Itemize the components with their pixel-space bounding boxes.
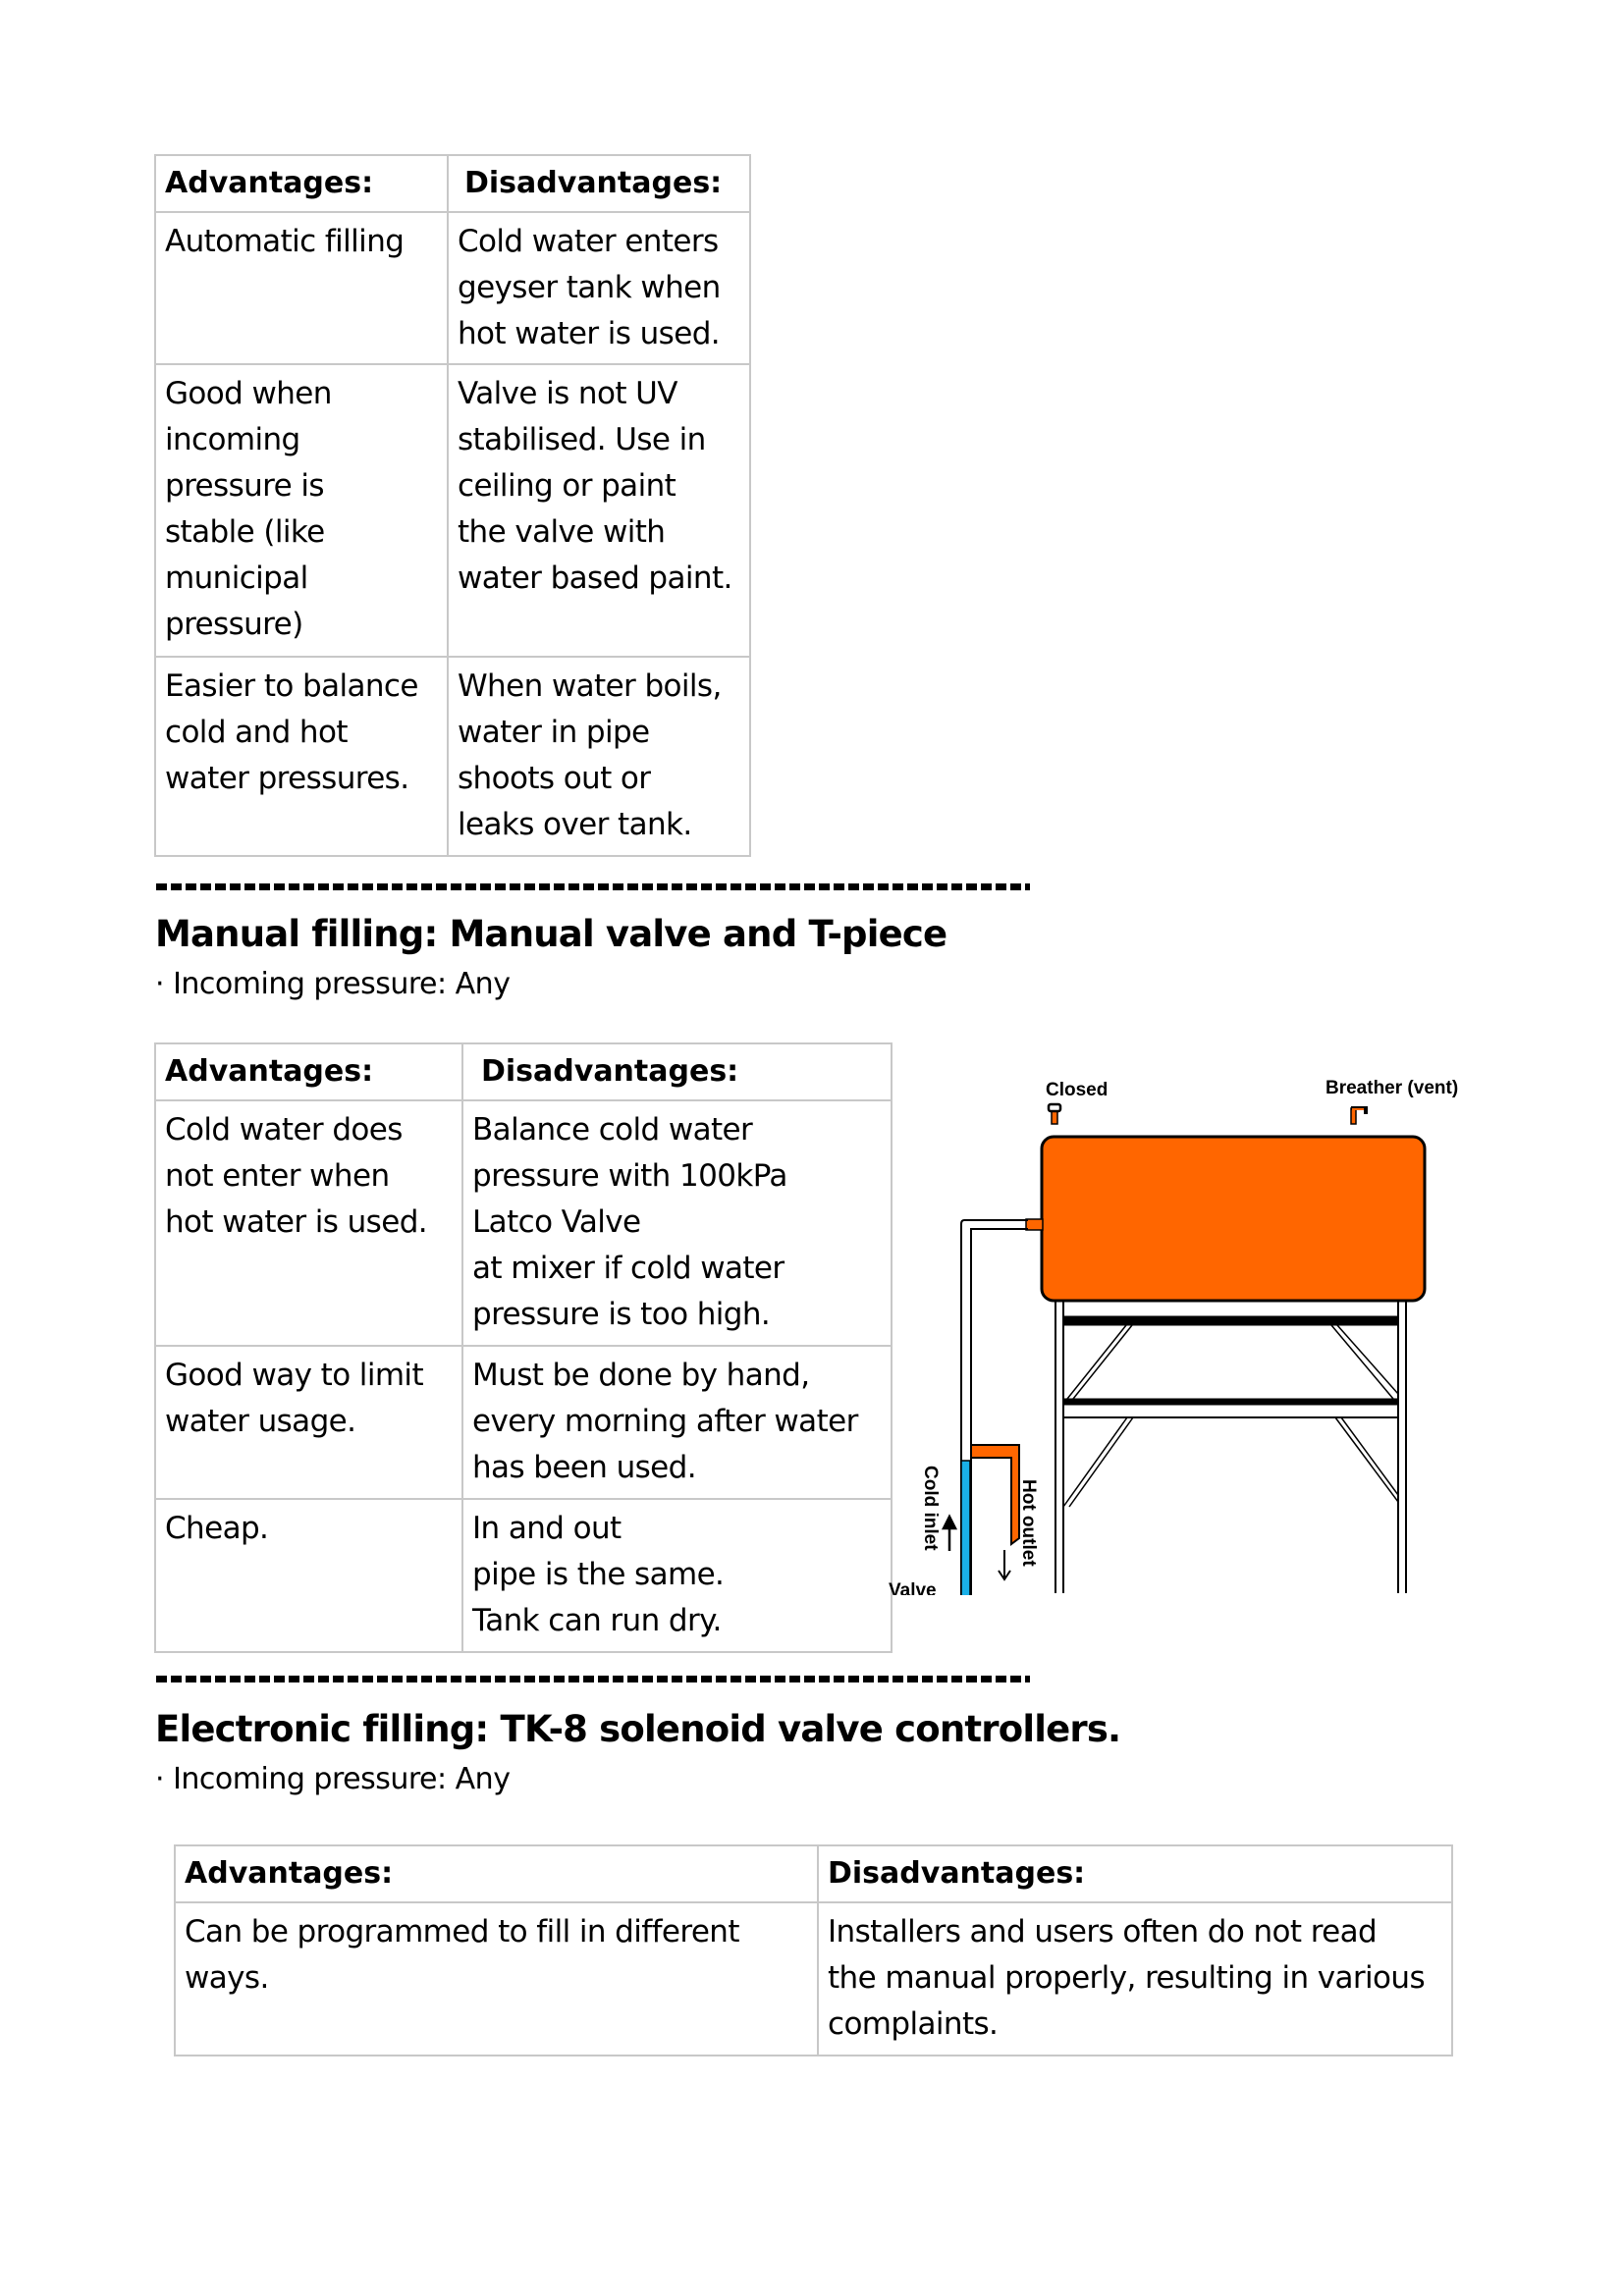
cell-line: Installers and users often do not read (828, 1914, 1378, 1949)
disadvantages-header: Disadvantages: (462, 1043, 892, 1100)
cell-line: pressure is (165, 468, 324, 504)
advantage-cell (155, 657, 448, 856)
cell-line: the manual properly, resulting in various (828, 1960, 1426, 1996)
advantages-header: Advantages: (155, 1043, 462, 1100)
advantage-cell (155, 1346, 462, 1499)
cell-line: Valve is not UV (458, 376, 677, 411)
cell-line: geyser tank when (458, 270, 721, 305)
cell-line: every morning after water (472, 1404, 858, 1439)
cell-line: Automatic filling (165, 224, 405, 259)
cell-line: municipal (165, 561, 308, 596)
cell-line: incoming (165, 422, 300, 457)
cell-line: the valve with (458, 514, 666, 550)
tank-diagram (889, 1075, 1478, 1595)
cell-line: Cold water enters (458, 224, 719, 259)
disadvantage-cell (448, 212, 750, 364)
cell-line: Good way to limit (165, 1358, 424, 1393)
advantage-cell (155, 364, 448, 657)
dashed-divider (156, 1676, 1030, 1682)
advantage-cell (175, 1902, 818, 2056)
disadvantage-cell (462, 1499, 892, 1652)
table-row (155, 657, 750, 856)
cell-line: stable (like (165, 514, 325, 550)
cell-line: Must be done by hand, (472, 1358, 810, 1393)
flow-up-arrow-icon (944, 1517, 955, 1551)
cell-line: water pressures. (165, 761, 409, 796)
closed-port-icon (1049, 1104, 1060, 1124)
table-row (155, 212, 750, 364)
dashed-divider (156, 883, 1030, 890)
cell-line: Cheap. (165, 1511, 269, 1546)
hot-outlet-label: Hot outlet (1018, 1479, 1039, 1567)
cell-line: water in pipe (458, 715, 650, 750)
valve-label: Valve (889, 1580, 937, 1595)
cell-line: cold and hot (165, 715, 348, 750)
tank-icon (1042, 1137, 1425, 1301)
disadvantage-cell (462, 1100, 892, 1346)
cell-line: hot water is used. (165, 1204, 428, 1240)
incoming-pressure-electronic: · Incoming pressure: Any (155, 1762, 511, 1796)
cell-line: When water boils, (458, 668, 722, 704)
disadvantage-cell (462, 1346, 892, 1499)
manual-filling-table (154, 1042, 893, 1653)
advantage-cell (155, 1499, 462, 1652)
cell-line: hot water is used. (458, 316, 721, 351)
section-heading-electronic-filling: Electronic filling: TK-8 solenoid valve controllers. (155, 1708, 1121, 1750)
cell-line: water usage. (165, 1404, 356, 1439)
automatic-filling-table (154, 154, 751, 857)
table-row (155, 1100, 892, 1346)
advantage-cell (155, 1100, 462, 1346)
cell-line: pipe is the same. (472, 1557, 725, 1592)
table-row (175, 1902, 1452, 2056)
table-row (155, 364, 750, 657)
cell-line: Easier to balance (165, 668, 418, 704)
cell-line: pressure with 100kPa (472, 1158, 787, 1194)
table-row (155, 1346, 892, 1499)
cell-line: Good when (165, 376, 332, 411)
cell-line: In and out (472, 1511, 622, 1546)
incoming-pressure-manual: · Incoming pressure: Any (155, 967, 511, 1001)
electronic-filling-table (174, 1844, 1453, 2056)
tank-stand-icon (1055, 1301, 1406, 1593)
cell-line: leaks over tank. (458, 807, 692, 842)
section-heading-manual-filling: Manual filling: Manual valve and T-piece (155, 913, 947, 955)
cell-line: Balance cold water (472, 1112, 753, 1148)
cell-line: water based paint. (458, 561, 732, 596)
breather-label: Breather (vent) (1325, 1078, 1459, 1098)
cell-line: Cold water does (165, 1112, 403, 1148)
cell-line: stabilised. Use in (458, 422, 706, 457)
cell-line: ceiling or paint (458, 468, 676, 504)
cell-line: pressure is too high. (472, 1297, 771, 1332)
disadvantages-header: Disadvantages: (818, 1845, 1452, 1902)
disadvantage-cell (818, 1902, 1452, 2056)
cold-inlet-label: Cold inlet (920, 1466, 941, 1551)
cell-line: ways. (185, 1960, 269, 1996)
disadvantage-cell (448, 657, 750, 856)
advantages-header: Advantages: (155, 155, 448, 212)
cell-line: Can be programmed to fill in different (185, 1914, 739, 1949)
disadvantage-cell (448, 364, 750, 657)
cold-inlet-pipe-icon (961, 1461, 970, 1595)
cell-line: not enter when (165, 1158, 390, 1194)
table-header-row (155, 155, 750, 212)
cell-line: complaints. (828, 2006, 999, 2042)
table-header-row (175, 1845, 1452, 1902)
cell-line: Tank can run dry. (472, 1603, 722, 1638)
cell-line: at mixer if cold water (472, 1251, 784, 1286)
disadvantages-header: Disadvantages: (448, 155, 750, 212)
cell-line: shoots out or (458, 761, 651, 796)
cell-line: Latco Valve (472, 1204, 641, 1240)
closed-label: Closed (1046, 1080, 1109, 1100)
flow-down-arrow-icon (999, 1550, 1010, 1579)
table-row (155, 1499, 892, 1652)
table-header-row (155, 1043, 892, 1100)
hot-outlet-pipe-icon (971, 1445, 1019, 1544)
advantages-header: Advantages: (175, 1845, 818, 1902)
advantage-cell (155, 212, 448, 364)
breather-vent-icon (1351, 1108, 1366, 1124)
cell-line: pressure) (165, 607, 303, 642)
cell-line: has been used. (472, 1450, 696, 1485)
